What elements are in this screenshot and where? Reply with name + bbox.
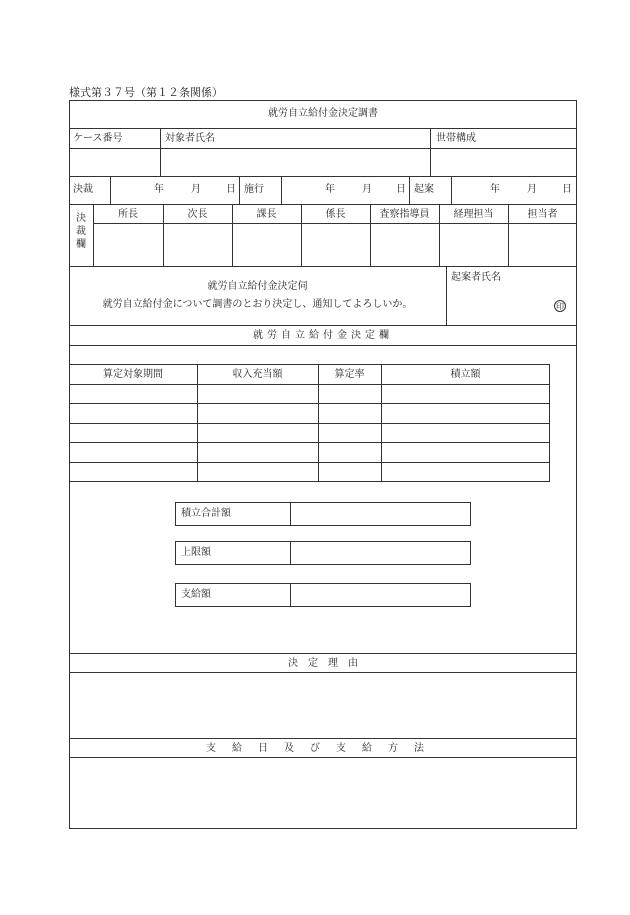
kessai-label: 決裁 [73,184,93,195]
payment-amount-label: 支給額 [181,589,211,600]
kessai-day: 日 [226,184,236,195]
case-number-label: ケース番号 [73,133,123,144]
kessai-year: 年 [154,184,164,195]
form-title: 就労自立給付金決定調書 [268,108,378,119]
accumulated-total-value[interactable] [291,503,470,525]
kian-label: 起案 [414,184,434,195]
col-rate: 算定率 [334,369,365,380]
reason-text-area[interactable] [70,673,576,737]
role-tanto: 担当者 [527,209,558,220]
payment-amount-value[interactable] [291,584,470,606]
col-period: 算定対象期間 [103,369,163,380]
upper-limit-label: 上限額 [181,547,211,558]
household-label: 世帯構成 [436,133,476,144]
role-jicho: 次長 [187,209,208,220]
col-accumulated: 積立額 [450,369,481,380]
shiko-year: 年 [325,184,335,195]
approval-column-label: 決裁欄 [76,213,86,250]
role-sasatsu: 査察指導員 [379,209,430,220]
payment-method-text-area[interactable] [70,758,576,828]
subject-name-label: 対象者氏名 [165,133,215,144]
seal-mark: 印 [556,302,564,311]
role-kakaricho: 係長 [325,209,346,220]
accumulated-total-label: 積立合計額 [181,508,231,519]
drafter-name-label: 起案者氏名 [451,272,501,283]
role-keiri: 経理担当 [453,209,494,220]
kessai-month: 月 [191,184,201,195]
decision-section-title: 就労自立給付金決定欄 [253,330,393,341]
proposal-body: 就労自立給付金について調書のとおり決定し、通知してよろしいか。 [102,299,413,310]
shiko-label: 施行 [244,184,264,195]
shiko-day: 日 [396,184,406,195]
upper-limit-value[interactable] [291,542,470,564]
reason-title: 決 定 理 由 [288,658,358,669]
proposal-title: 就労自立給付金決定伺 [207,281,308,292]
role-kacho: 課長 [256,209,277,220]
kian-day: 日 [562,184,572,195]
kian-year: 年 [490,184,500,195]
kian-month: 月 [527,184,537,195]
payment-method-title: 支給日及び支給方法 [206,743,440,754]
role-shocho: 所長 [118,209,138,220]
col-income: 収入充当額 [232,369,283,380]
form-number: 様式第３７号（第１２条関係） [69,86,223,99]
shiko-month: 月 [362,184,372,195]
